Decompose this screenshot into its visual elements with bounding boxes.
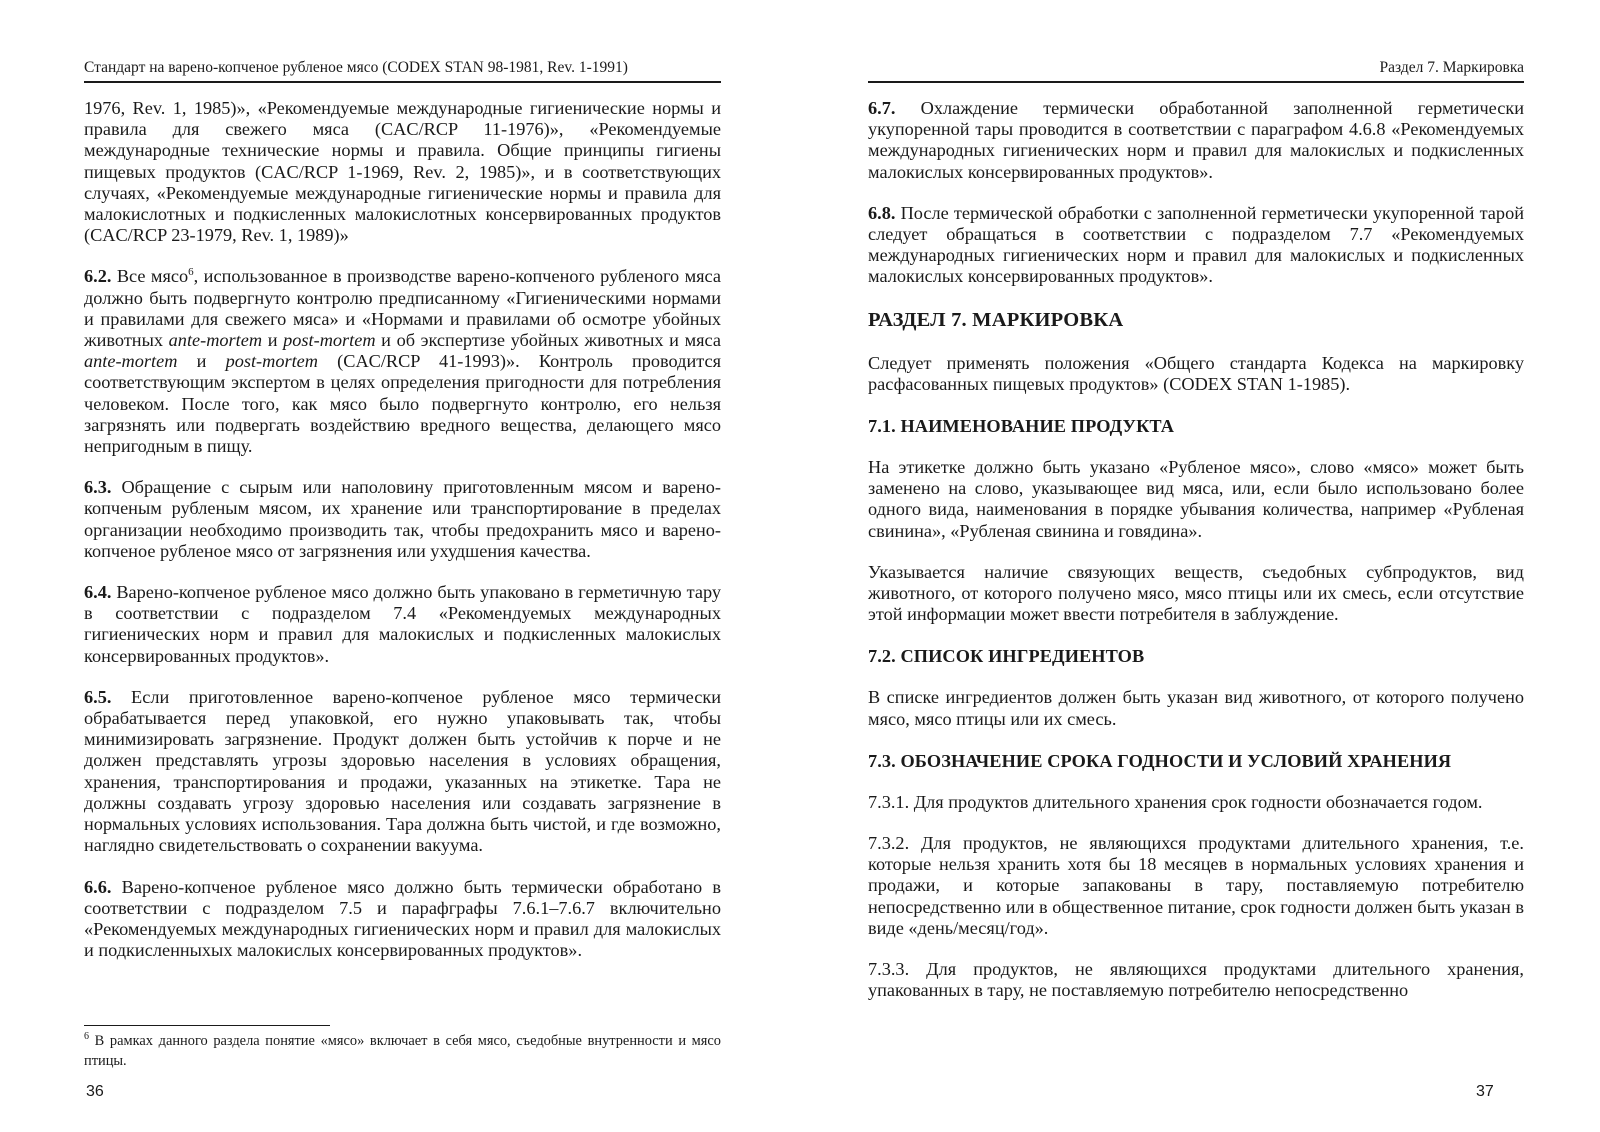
paragraph-6-6: 6.6. Варено-копченое рубленое мясо должно быть термически обработано в соответствии с подразделом 7.5 и парафграфы 7.6.1–7.6.7 включительно «Рекомендуемых международных гигиенических норм и правил для малокислых и подкисленныхых малокислых консервированных продуктов». [84,876,721,961]
paragraph-6-4: 6.4. Варено-копченое рубленое мясо должно быть упаковано в герметичную тару в соответствии с подразделом 7.4 «Рекомендуемых международных гигиенических норм и правил для малокислых и подкисленных малокислых консервированных продуктов». [84,582,721,666]
paragraph-number: 6.6. [84,876,112,897]
left-body-column [84,98,721,981]
paragraph-7-2: В списке ингредиентов должен быть указан вид животного, от которого получено мясо, мясо птицы или их смесь. [868,687,1524,729]
paragraph-6-7: 6.7. Охлаждение термически обработанной заполненной герметически укупоренной тары проводится в соответствии с параграфом 4.6.8 «Рекомендуемых международных гигиенических норм и правил для малокислых и подкисленных малокислых консервированных продуктов». [868,98,1524,182]
paragraph-number: 6.7. [868,98,896,118]
paragraph-number: 6.2. [84,266,112,287]
paragraph-6-2: 6.2. Все мясо$^6$, использованное в производстве варено-копченого рубленого мяса должно быть подвергнуто контролю предписанному «Гигиеническими нормами и правилами для свежего мяса» и «Нормами и правилами об осмотре убойных животных ante-mortem и post-mortem и об экспертизе убойных животных и мяса ante-mortem и post-mortem (CAC/RCP 41-1993)». Контроль проводится соответствующим экспертом в целях определения пригодности для потребления человеком. После того, как мясо было подвергнуто контролю, его нельзя загрязнять или подвергать воздействию вредного вещества, делающего мясо непригодным в пищу. [84,266,721,457]
running-head: Стандарт на варено-копченое рубленое мясо (CODEX STAN 98-1981, Rev. 1-1991) [84,59,628,76]
subsection-7-1-heading: 7.1. НАИМЕНОВАНИЕ ПРОДУКТА [868,416,1175,437]
running-head: Раздел 7. Маркировка [1379,59,1524,76]
paragraph-6-1-continued: 1976, Rev. 1, 1985)», «Рекомендуемые международные гигиенические нормы и правила для свежего мяса (CAC/RCP 11-1976)», «Рекомендуемые международные технические нормы и правила. Общие принципы гигиены пищевых продуктов (CAC/RCP 1-1969, Rev. 2, 1985)», и в соответствующих случаях, «Рекомендуемые международные гигиенические нормы и правила для малокислотных и подкисленных малокислотных консервированных продуктов (CAC/RCP 23-1979, Rev. 1, 1989)» [84,98,721,246]
paragraph-7-3-3: 7.3.3. Для продуктов, не являющихся продуктами длительного хранения, упакованных в тару, не поставляемую потребителю непосредственно [868,959,1524,1001]
footnote-mark: 6 [84,1031,89,1043]
footnote-rule [84,1025,330,1026]
paragraph-number: 6.5. [84,686,112,707]
header-rule [868,81,1524,83]
paragraph-7-3-2: 7.3.2. Для продуктов, не являющихся продуктами длительного хранения, т.е. которые нельзя хранить хотя бы 18 месяцев в нормальных условиях хранения и продажи, и которые запакованы в тару, поставляемую потребителю непосредственно или в общественное питание, срок годности должен быть указан в виде «день/месяц/год». [868,833,1524,938]
page-number: 36 [86,1083,104,1100]
header-rule [84,81,721,83]
paragraph-6-8: 6.8. После термической обработки с заполненной герметически укупоренной тарой следует обращаться в соответствии с подразделом 7.7 «Рекомендуемых международных гигиенических норм и правил для малокислых и подкисленных малокислых консервированных продуктов». [868,202,1524,287]
subsection-7-2-heading: 7.2. СПИСОК ИНГРЕДИЕНТОВ [868,646,1145,667]
paragraph-7-3-1: 7.3.1. Для продуктов длительного хранения срок годности обозначается годом. [868,791,1483,812]
section-7-intro: Следует применять положения «Общего стандарта Кодекса на маркировку расфасованных пищевых продуктов» (CODEX STAN 1-1985). [868,352,1524,394]
paragraph-number: 6.8. [868,202,896,223]
paragraph-7-1-b: Указывается наличие связующих веществ, съедобных субпродуктов, вид животного, от которого получено мясо, мясо птицы или их смесь, если отсутствие этой информации может ввести потребителя в заблуждение. [868,561,1524,625]
right-body-column [868,98,1524,1021]
paragraph-number: 6.4. [84,582,112,603]
page-number: 37 [1476,1083,1494,1100]
footnote-reference[interactable]: 6 [188,266,194,279]
paragraph-7-1-a: На этикетке должно быть указано «Рубленое мясо», слово «мясо» может быть заменено на слово, указывающее вид мяса, или, если было использовано более одного вида, наименования в порядке убывания количества, например «Рубленая свинина», «Рубленая свинина и говядина». [868,457,1524,541]
paragraph-6-3: 6.3. Обращение с сырым или наполовину приготовленным мясом и варено-копченым рубленым мясом, их хранение или транспортирование в пределах организации необходимо производить так, чтобы предохранить мясо и варено-копченое рубленое мясо от загрязнения или ухудшения качества. [84,477,721,561]
right-page [800,0,1600,1132]
section-7-heading: РАЗДЕЛ 7. МАРКИРОВКА [868,308,1124,331]
paragraph-number: 6.3. [84,477,112,498]
footnote: $^6$ В рамках данного раздела понятие «мясо» включает в себя мясо, съедобные внутренности и мясо птицы. [84,1031,721,1069]
subsection-7-3-heading: 7.3. ОБОЗНАЧЕНИЕ СРОКА ГОДНОСТИ И УСЛОВИЙ ХРАНЕНИЯ [868,750,1452,771]
paragraph-6-5: 6.5. Если приготовленное варено-копченое рубленое мясо термически обрабатывается перед упаковкой, его нужно упаковывать так, чтобы минимизировать загрязнение. Продукт должен быть устойчив к порче и не должен представлять угрозы здоровью населения в условиях обращения, хранения, транспортирования и продажи, указанных на этикетке. Тара не должны создавать угрозу здоровью населения или создавать загрязнение в нормальных условиях использования. Тара должна быть чистой, и где возможно, наглядно свидетельствовать о сохранении вакуума. [84,686,721,856]
